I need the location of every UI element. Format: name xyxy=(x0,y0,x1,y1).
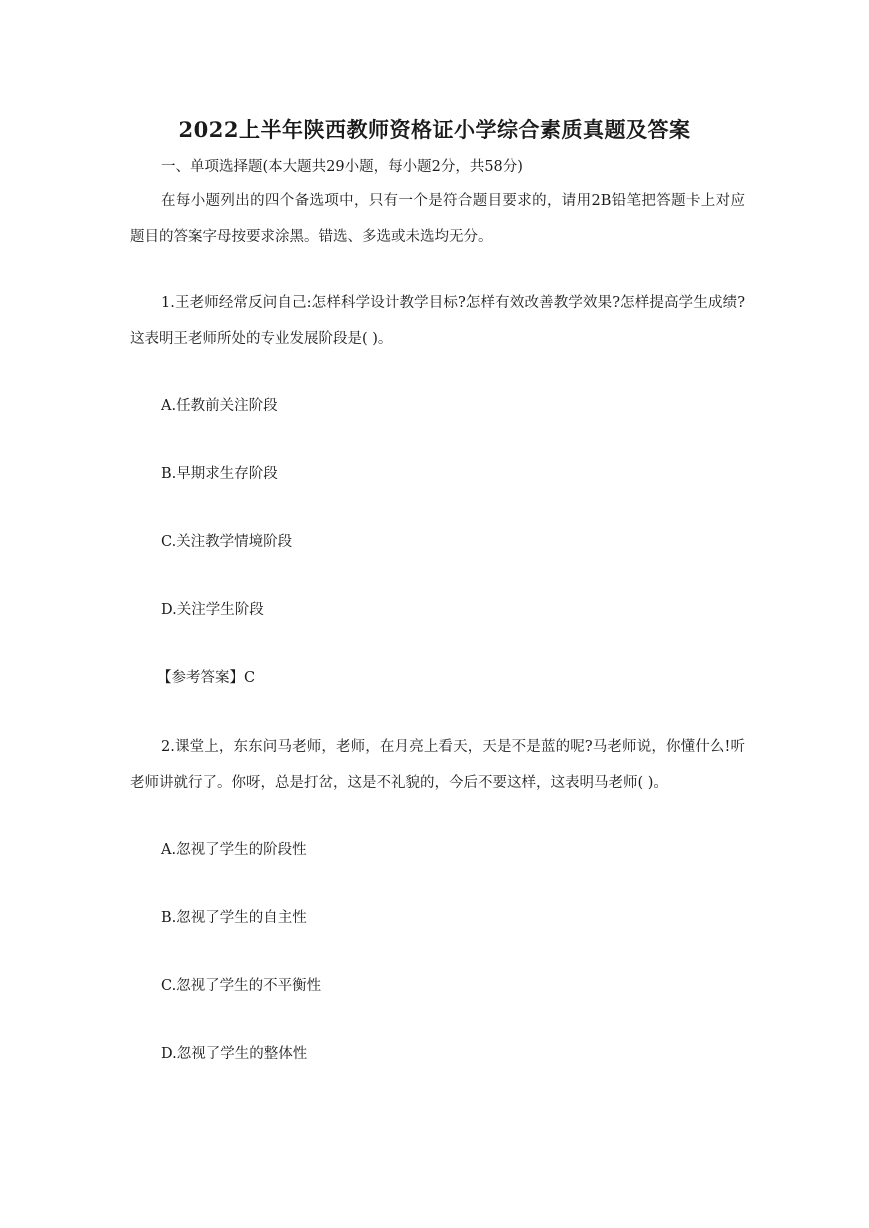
section-heading: 一、单项选择题(本大题共29小题，每小题2分，共58分) xyxy=(161,159,523,175)
question-1-answer: 【参考答案】C xyxy=(157,670,256,686)
question-2-option-a: A.忽视了学生的阶段性 xyxy=(161,842,307,858)
document-title: 2022上半年陕西教师资格证小学综合素质真题及答案 xyxy=(178,117,691,142)
question-2-stem: 2.课堂上，东东问马老师，老师，在月亮上看天，天是不是蓝的呢?马老师说，你懂什么!听老师讲就行了。你呀，总是打岔，这是不礼貌的，今后不要这样，这表明马老师( )。 xyxy=(130,739,745,791)
question-1-stem: 1.王老师经常反问自己:怎样科学设计教学目标?怎样有效改善教学效果?怎样提高学生成绩?这表明王老师所处的专业发展阶段是( )。 xyxy=(130,295,745,347)
question-2-option-c: C.忽视了学生的不平衡性 xyxy=(161,978,322,994)
question-1-option-d: D.关注学生阶段 xyxy=(161,602,264,618)
question-1-option-c: C.关注教学情境阶段 xyxy=(161,534,293,550)
question-1-option-b: B.早期求生存阶段 xyxy=(161,466,278,482)
question-2-option-d: D.忽视了学生的整体性 xyxy=(161,1046,308,1062)
instructions-paragraph: 在每小题列出的四个备选项中，只有一个是符合题目要求的，请用2B铅笔把答题卡上对应题目的答案字母按要求涂黑。错选、多选或未选均无分。 xyxy=(130,193,745,245)
question-2-option-b: B.忽视了学生的自主性 xyxy=(161,910,307,926)
question-1-option-a: A.任教前关注阶段 xyxy=(161,398,278,414)
